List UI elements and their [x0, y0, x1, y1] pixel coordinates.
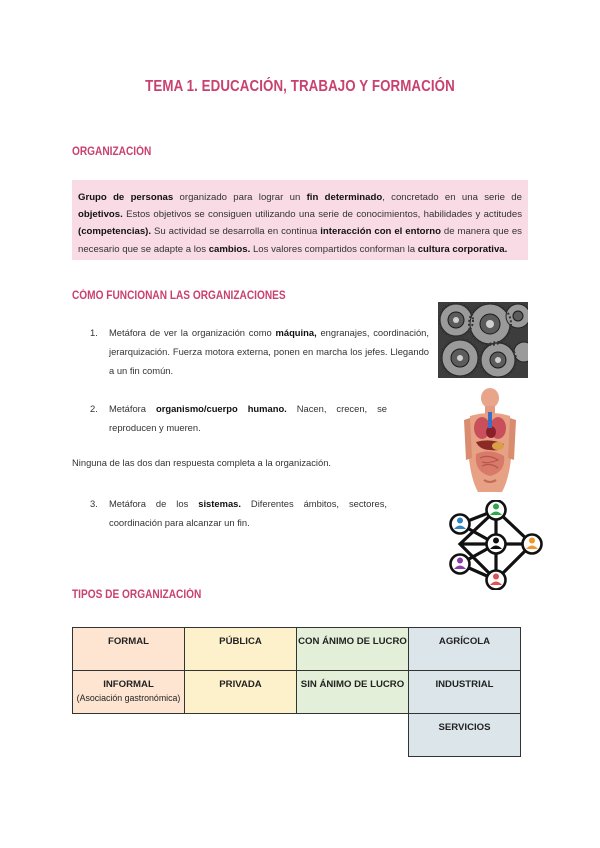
- def-bold-4: (competencias).: [78, 226, 152, 238]
- item-text-pre: Metáfora de ver la organización como: [109, 327, 276, 338]
- section-heading-tipos: TIPOS DE ORGANIZACIÓN: [72, 589, 202, 601]
- table-cell-empty: [73, 714, 185, 757]
- table-row: [73, 671, 521, 714]
- item-text-post: engranajes, coordinación, jerarquización. Fuerza motora externa, ponen en marcha los jefes. Llegando a un fin común.: [109, 327, 429, 376]
- item-text-post: Nacen, crecen, se reproducen y mueren.: [109, 403, 388, 433]
- list-item-text: [109, 399, 387, 437]
- note-text: Ninguna de las dos dan respuesta completa a la organización.: [72, 457, 332, 468]
- table-cell: FORMAL: [73, 628, 185, 671]
- table-cell: PÚBLICA: [185, 628, 297, 671]
- item-text-pre: Metáfora de los: [109, 498, 199, 509]
- def-text-6: Los valores compartidos conforman la: [250, 243, 418, 255]
- def-bold-1: Grupo de personas: [78, 192, 174, 203]
- table-cell: SIN ÁNIMO DE LUCRO: [297, 671, 409, 714]
- item-text-bold: máquina,: [275, 327, 317, 338]
- def-bold-3: objetivos.: [78, 209, 123, 221]
- def-text-1: organizado para lograr un: [173, 192, 307, 203]
- def-text-3: Estos objetivos se consiguen utilizando una serie de conocimientos, habilidades y actitudes: [122, 209, 522, 221]
- def-bold-7: cultura corporativa.: [417, 243, 508, 255]
- page-title: TEMA 1. EDUCACIÓN, TRABAJO Y FORMACIÓN: [145, 78, 455, 95]
- table-cell: [73, 671, 185, 714]
- item-text-bold: organismo/cuerpo humano.: [155, 403, 287, 414]
- organization-types-table: [72, 627, 521, 757]
- human-anatomy-illustration: [458, 388, 522, 492]
- list-item-text: [109, 323, 429, 380]
- table-cell-empty: [297, 714, 409, 757]
- cell-sub-text: (Asociación gastronómica): [76, 693, 181, 703]
- section-heading-organizacion: ORGANIZACIÓN: [72, 146, 152, 158]
- table-cell: AGRÍCOLA: [409, 628, 521, 671]
- list-number: 3.: [90, 498, 98, 509]
- network-people-icon: [444, 500, 548, 590]
- def-text-4: Su actividad se desarrolla en continua: [151, 226, 321, 238]
- list-number: 2.: [90, 403, 98, 414]
- table-row: [73, 714, 521, 757]
- table-cell: SERVICIOS: [409, 714, 521, 757]
- table-cell-empty: [185, 714, 297, 757]
- table-cell: CON ÁNIMO DE LUCRO: [297, 628, 409, 671]
- def-text-5: de manera que es necesario que se adapte a los: [78, 226, 522, 255]
- gears-photo: [438, 302, 528, 378]
- item-text-bold: sistemas.: [198, 498, 241, 509]
- section-heading-como-funcionan: CÓMO FUNCIONAN LAS ORGANIZACIONES: [72, 290, 286, 302]
- list-number: 1.: [90, 327, 98, 338]
- list-item-text: [109, 494, 387, 532]
- cell-main-text: INFORMAL: [103, 679, 154, 690]
- definition-box: [72, 180, 528, 260]
- def-bold-2: fin determinado: [306, 192, 383, 203]
- table-cell: INDUSTRIAL: [409, 671, 521, 714]
- item-text-post: Diferentes ámbitos, sectores, coordinación para alcanzar un fin.: [109, 498, 387, 528]
- def-bold-5: interacción con el entorno: [320, 226, 441, 238]
- def-bold-6: cambios.: [208, 243, 251, 255]
- table-row: [73, 628, 521, 671]
- table-cell: PRIVADA: [185, 671, 297, 714]
- def-text-2: , concretado en una serie de: [382, 192, 522, 203]
- item-text-pre: Metáfora: [109, 403, 156, 414]
